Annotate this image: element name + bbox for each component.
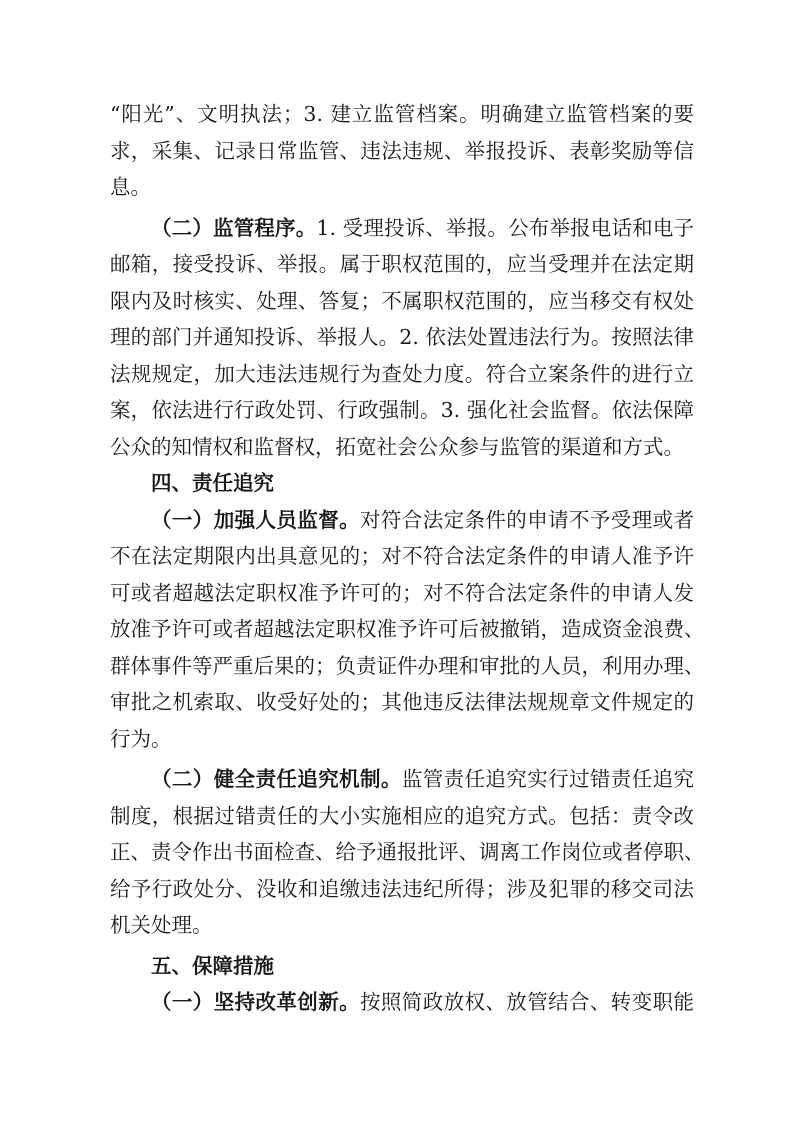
document-body bbox=[110, 96, 705, 1021]
paragraph-line: 邮箱，接受投诉、举报。属于职权范围的，应当受理并在法定期 bbox=[110, 252, 694, 276]
paragraph-line: 案，依法进行行政处罚、行政强制。3. 强化社会监督。依法保障 bbox=[110, 398, 694, 422]
paragraph-line: 可或者超越法定职权准予许可的；对不符合法定条件的申请人发 bbox=[110, 580, 694, 605]
paragraph-line: 公众的知情权和监督权，拓宽社会公众参与监管的渠道和方式。 bbox=[110, 434, 684, 459]
paragraph-lead: （二）健全责任追究机制。 bbox=[151, 767, 402, 791]
paragraph-first-line bbox=[110, 210, 694, 247]
paragraph-text: 1. 受理投诉、举报。公布举报电话和电子 bbox=[316, 215, 695, 240]
paragraph-line: 制度，根据过错责任的大小实施相应的追究方式。包括：责令改 bbox=[110, 803, 694, 828]
paragraph-line: 放准予许可或者超越法定职权准予许可后被撤销，造成资金浪费、 bbox=[110, 617, 705, 641]
paragraph-line: 行为。 bbox=[110, 726, 172, 751]
paragraph-line: 正、责令作出书面检查、给予通报批评、调离工作岗位或者停职、 bbox=[110, 840, 705, 864]
paragraph-line: 给予行政处分、没收和追缴违法违纪所得；涉及犯罪的移交司法 bbox=[110, 876, 694, 901]
paragraph-line: 群体事件等严重后果的；负责证件办理和审批的人员，利用办理、 bbox=[110, 653, 705, 678]
paragraph-lead: （二）监管程序。 bbox=[151, 215, 317, 240]
paragraph-line: 限内及时核实、处理、答复；不属职权范围的，应当移交有权处 bbox=[110, 288, 694, 313]
paragraph-line: 不在法定期限内出具意见的；对不符合法定条件的申请人准予许 bbox=[110, 544, 694, 568]
section-heading: 四、责任追究 bbox=[151, 471, 274, 495]
paragraph-text: 监管责任追究实行过错责任追究 bbox=[401, 767, 695, 791]
paragraph-text: 按照简政放权、放管结合、转变职能 bbox=[360, 990, 694, 1014]
paragraph-line: 法规规定，加大违法违规行为查处力度。符合立案条件的进行立 bbox=[110, 361, 694, 386]
paragraph-lead: （一）加强人员监督。 bbox=[151, 507, 360, 532]
paragraph-line: 求，采集、记录日常监管、违法违规、举报投诉、表彰奖励等信 bbox=[110, 138, 694, 163]
paragraph-lead: （一）坚持改革创新。 bbox=[151, 990, 360, 1014]
paragraph-text: 对符合法定条件的申请不予受理或者 bbox=[360, 507, 694, 532]
paragraph-line: 息。 bbox=[110, 175, 151, 199]
paragraph-first-line bbox=[110, 502, 694, 539]
paragraph-first-line bbox=[110, 761, 694, 798]
section-heading: 五、保障措施 bbox=[151, 953, 274, 978]
paragraph-line: 审批之机索取、收受好处的；其他违反法律法规规章文件规定的 bbox=[110, 690, 694, 714]
paragraph-line: 机关处理。 bbox=[110, 913, 213, 937]
paragraph-first-line bbox=[110, 984, 694, 1021]
paragraph-line: “阳光”、文明执法；3. 建立监管档案。明确建立监管档案的要 bbox=[110, 102, 694, 126]
paragraph-line: 理的部门并通知投诉、举报人。2. 依法处置违法行为。按照法律 bbox=[110, 325, 694, 349]
